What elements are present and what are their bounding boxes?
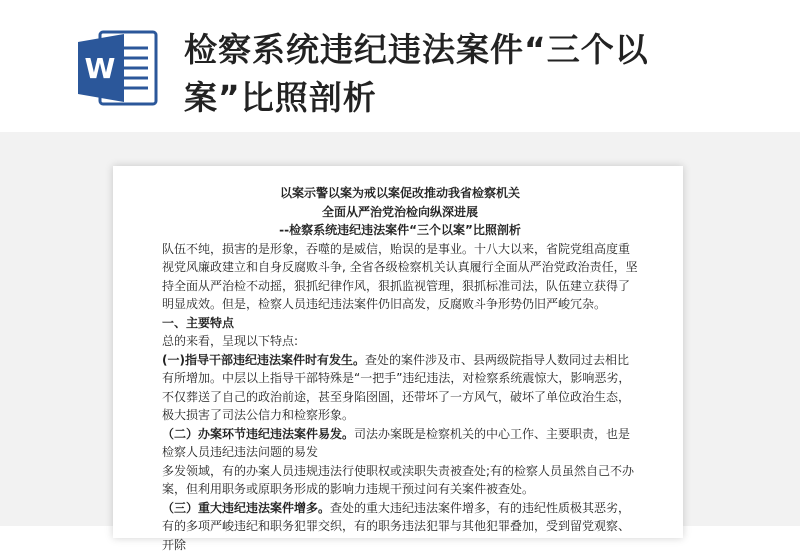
doc-heading-line-3: --检察系统违纪违法案件“三个以案”比照剖析 (162, 221, 638, 240)
section-intro: 总的来看，呈现以下特点: (162, 332, 638, 351)
title-line-1: 检察系统违纪违法案件“三个以 (184, 26, 784, 74)
page-title (184, 26, 784, 122)
point-2-text: 司法办案既是检察机关的中心工作、主要职责，也是检察人员违纪违法问题的易发 (162, 427, 630, 460)
document-body (162, 184, 638, 554)
word-icon-letter: W (85, 52, 116, 85)
section-heading: 一、主要特点 (162, 314, 638, 333)
header (0, 0, 800, 132)
point-1-paragraph (162, 351, 638, 425)
doc-intro-paragraph: 队伍不纯，损害的是形象，吞噬的是威信，贻误的是事业。十八大以来，省院党组高度重视党风廉政建立和自身反腐败斗争, 全省各级检察机关认真履行全面从严治党政治责任，坚持全面从严治检不动摇，狠抓纪律作风，狠抓监视管理，狠抓标准司法，队伍建立获得了明显成效。但是，检察人员违纪违法案件仍旧高发，反腐败斗争形势仍旧严峻冗杂。 (162, 240, 638, 314)
point-1-text: 查处的案件涉及市、县两级院指导人数同过去相比有所增加。中层以上指导干部特殊是“一把手”违纪违法，对检察系统震惊大，影响恶劣，不仅葬送了自己的政治前途，甚至身陷囹圄，还带坏了一方风气，破坏了单位政治生态，极大损害了司法公信力和检察形象。 (162, 353, 630, 423)
point-2-continuation: 多发领域，有的办案人员违规违法行使职权或渎职失责被查处;有的检察人员虽然自己不办案，但利用职务或原职务形成的影响力违规干预过问有关案件被查处。 (162, 462, 638, 499)
doc-heading-line-1: 以案示警以案为戒以案促改推动我省检察机关 (162, 184, 638, 203)
word-document-icon (76, 28, 160, 108)
point-1-title: (一)指导干部违纪违法案件时有发生。 (162, 353, 365, 367)
point-2-paragraph (162, 425, 638, 462)
point-2-title: （二）办案环节违纪违法案件易发。 (162, 427, 354, 441)
point-3-text: 查处的重大违纪违法案件增多，有的违纪性质极其恶劣，有的多项严峻违纪和职务犯罪交织，有的职务违法犯罪与其他犯罪叠加，受到留党观察、开除 (162, 501, 630, 552)
title-line-2: 案”比照剖析 (184, 74, 784, 122)
point-3-title: （三）重大违纪违法案件增多。 (162, 501, 330, 515)
doc-heading-line-2: 全面从严治党治检向纵深进展 (162, 203, 638, 222)
point-3-paragraph (162, 499, 638, 554)
